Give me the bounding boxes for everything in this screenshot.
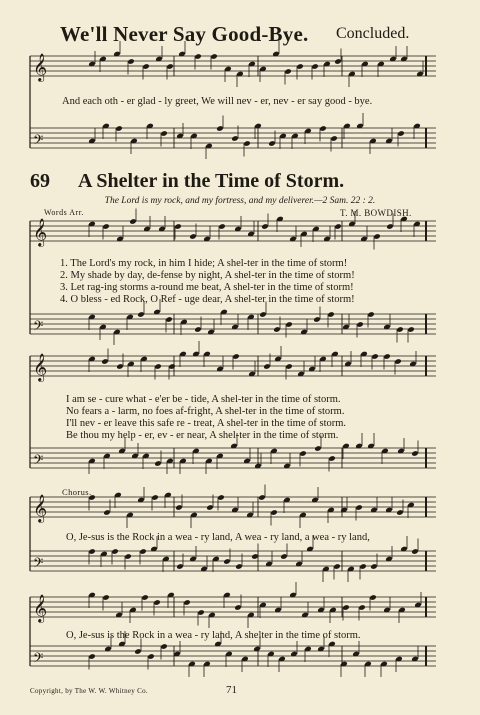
treble-clef-icon: 𝄞 (33, 594, 48, 622)
chorus-line: O, Je-sus is the Rock in a wea - ry land, A wea - ry land, a wea - ry land, (66, 532, 370, 543)
hymn-number: 69 (30, 170, 50, 192)
bass-clef-icon: 𝄢 (33, 318, 44, 337)
verse-line: I am se - cure what - e'er be - tide, A shel-ter in the time of storm. (66, 394, 341, 405)
previous-hymn-title: We'll Never Say Good-Bye. (60, 22, 309, 46)
chorus-label: Chorus. (62, 487, 92, 497)
bass-clef-icon: 𝄢 (33, 555, 44, 574)
treble-clef-icon: 𝄞 (33, 53, 48, 81)
bass-clef-icon: 𝄢 (33, 650, 44, 669)
treble-clef-icon: 𝄞 (33, 494, 48, 522)
words-credit: Words Arr. (44, 208, 84, 217)
verse-line: 1. The Lord's my rock, in him I hide; A shel-ter in the time of storm! (60, 258, 348, 269)
bass-clef-icon: 𝄢 (33, 132, 44, 151)
treble-clef-icon: 𝄞 (33, 353, 48, 381)
music-credit: T. M. BOWDISH. (340, 208, 412, 218)
verse-line: 3. Let rag-ing storms a-round me beat, A shel-ter in the time of storm! (60, 282, 354, 293)
page-number: 71 (226, 684, 237, 696)
verse-line: Be thou my help - er, ev - er near, A shel-ter in the time of storm. (66, 430, 339, 441)
verse-line: 2. My shade by day, de-fense by night, A shel-ter in the time of storm! (60, 270, 355, 281)
hymn-title: A Shelter in the Time of Storm. (78, 170, 345, 192)
bass-clef-icon: 𝄢 (33, 452, 44, 471)
scripture-reference: The Lord is my rock, and my fortress, and my deliverer.—2 Sam. 22 : 2. (104, 196, 376, 206)
copyright-notice: Copyright, by The W. W. Whitney Co. (30, 687, 148, 695)
previous-hymn-status: Concluded. (336, 25, 410, 42)
verse-line: I'll nev - er leave this safe re - treat, A shel-ter in the time of storm. (66, 418, 347, 429)
verse-line: No fears a - larm, no foes af-fright, A shel-ter in the time of storm. (66, 406, 345, 417)
chorus-line: O, Je-sus is the Rock in a wea - ry land, A shelter in the time of storm. (66, 630, 361, 641)
previous-hymn-lyric: And each oth - er glad - ly greet, We will nev - er, nev - er say good - bye. (62, 96, 373, 107)
verse-line: 4. O bless - ed Rock, O Ref - uge dear, A shel-ter in the time of storm! (60, 294, 355, 305)
treble-clef-icon: 𝄞 (33, 218, 48, 246)
